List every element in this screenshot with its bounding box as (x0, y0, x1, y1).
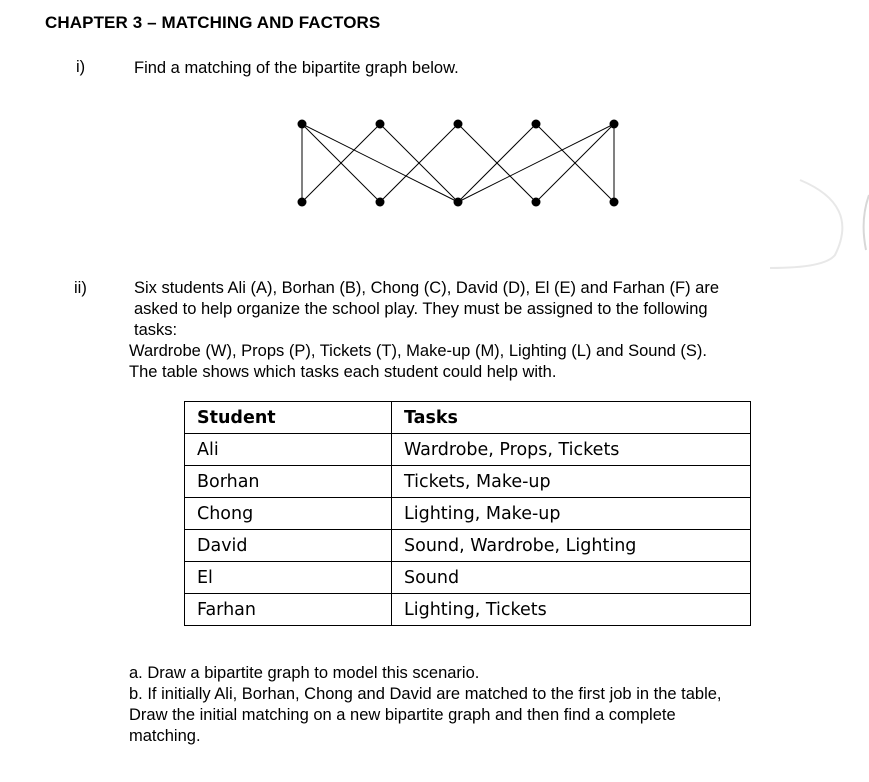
graph-vertex-bottom (454, 198, 463, 207)
task-line: Wardrobe (W), Props (P), Tickets (T), Make-up (M), Lighting (L) and Sound (S). (129, 342, 707, 360)
table-row (185, 466, 751, 498)
student-tasks-table (184, 401, 751, 626)
graph-vertex-top (298, 120, 307, 129)
tasks-cell: Lighting, Tickets (392, 594, 751, 626)
intro-line: asked to help organize the school play. They must be assigned to the following (134, 300, 708, 318)
decorative-arc (770, 180, 842, 268)
question-1-text: Find a matching of the bipartite graph below. (134, 59, 459, 77)
question-2-number: ii) (74, 279, 87, 297)
table-header-row (185, 402, 751, 434)
part-line: matching. (129, 727, 201, 745)
student-cell: David (185, 530, 392, 562)
header-student: Student (185, 402, 392, 434)
graph-edge (458, 124, 614, 202)
tasks-cell: Wardrobe, Props, Tickets (392, 434, 751, 466)
intro-line: tasks: (134, 321, 178, 339)
task-line: The table shows which tasks each student could help with. (129, 363, 557, 381)
header-tasks: Tasks (392, 402, 751, 434)
chapter-title: CHAPTER 3 – MATCHING AND FACTORS (45, 13, 381, 32)
part-line: a. Draw a bipartite graph to model this scenario. (129, 664, 480, 682)
student-cell: Borhan (185, 466, 392, 498)
question-2-intro (134, 278, 804, 341)
part-line: b. If initially Ali, Borhan, Chong and David are matched to the first job in the table, (129, 685, 722, 703)
intro-line: Six students Ali (A), Borhan (B), Chong (C), David (D), El (E) and Farhan (F) are (134, 279, 720, 297)
graph-vertex-top (532, 120, 541, 129)
tasks-cell: Sound (392, 562, 751, 594)
graph-vertex-bottom (298, 198, 307, 207)
question-2-parts (129, 663, 829, 747)
graph-vertex-top (454, 120, 463, 129)
graph-vertex-top (376, 120, 385, 129)
student-cell: El (185, 562, 392, 594)
student-cell: Chong (185, 498, 392, 530)
graph-vertex-bottom (532, 198, 541, 207)
graph-vertex-bottom (376, 198, 385, 207)
graph-vertex-bottom (610, 198, 619, 207)
table-row (185, 530, 751, 562)
question-1-number: i) (76, 58, 86, 76)
graph-vertex-top (610, 120, 619, 129)
question-2-task-list (129, 341, 829, 383)
table-row (185, 562, 751, 594)
graph-edge (302, 124, 458, 202)
table-row (185, 498, 751, 530)
table-row (185, 434, 751, 466)
tasks-cell: Tickets, Make-up (392, 466, 751, 498)
student-cell: Farhan (185, 594, 392, 626)
decorative-arc-edge (864, 195, 869, 250)
part-line: Draw the initial matching on a new bipartite graph and then find a complete (129, 706, 676, 724)
student-cell: Ali (185, 434, 392, 466)
table-row (185, 594, 751, 626)
tasks-cell: Lighting, Make-up (392, 498, 751, 530)
tasks-cell: Sound, Wardrobe, Lighting (392, 530, 751, 562)
